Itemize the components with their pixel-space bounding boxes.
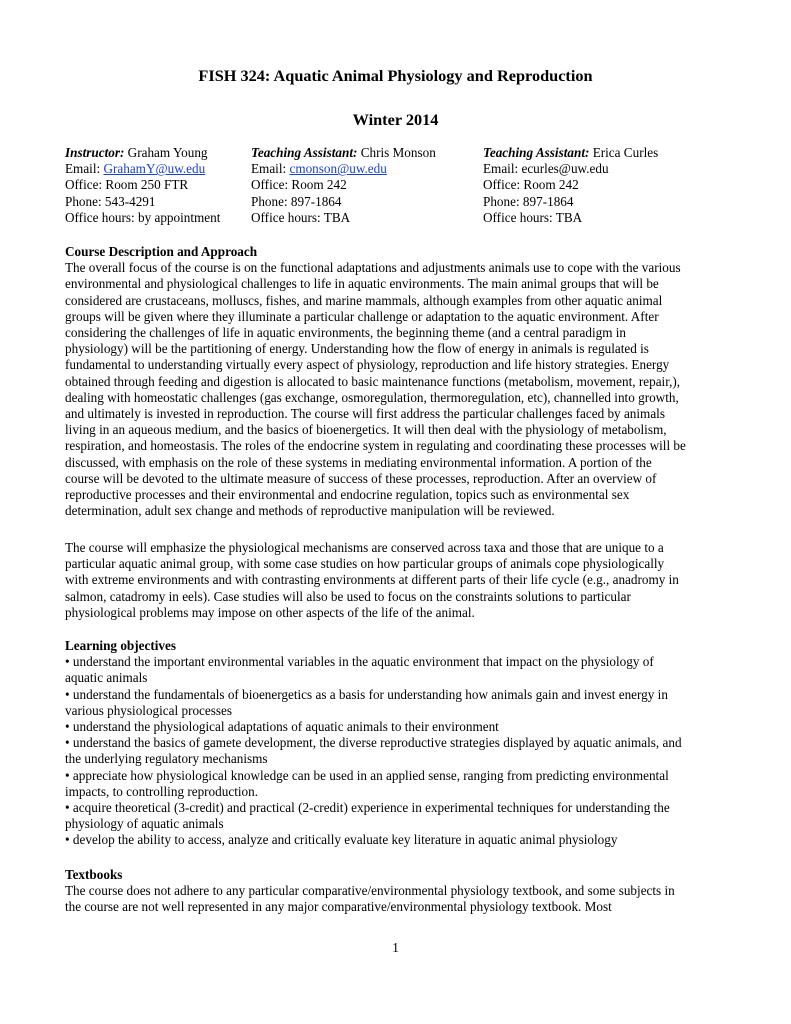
text-line: fundamental to understanding virtually every aspect of physiology, reproduction and life history strategies. Energy [65,357,670,373]
objective-line: • appreciate how physiological knowledge can be used in an applied sense, ranging from predicting environmental [65,767,669,783]
text-line: salmon, catadromy in eels). Case studies will also be used to focus on the constraints solutions to particular [65,588,631,604]
description-paragraph-1 [65,260,745,519]
page-number: 1 [392,940,399,955]
contact-phone: Phone: 897-1864 [483,193,574,209]
text-line: course will be devoted to the ultimate measure of success of these processes, reproduction. After an overview of [65,470,657,486]
ta-monson-contact [251,145,436,226]
text-line: environmental and physiological challenges to life in aquatic environments. The main animal groups that will be [65,276,659,292]
objective-line: • acquire theoretical (3-credit) and practical (2-credit) experience in experimental techniques for understanding the [65,800,670,816]
ta-monson-email-link[interactable]: cmonson@uw.edu [289,161,387,177]
objective-line: • develop the ability to access, analyze and critically evaluate key literature in aquatic animal physiology [65,832,618,848]
term-title: Winter 2014 [352,110,439,129]
instructor-contact [65,145,220,226]
email-label: Email: [65,161,104,177]
contact-hours: Office hours: by appointment [65,209,221,225]
text-line: with extreme environments and with contrasting environments at different parts of their life cycle (e.g., anadromy in [65,572,679,588]
contact-name: Erica Curles [589,145,659,160]
email-label: Email: [251,161,290,177]
text-line: respiration, and homeostasis. The roles of the endocrine system in regulating and coordinating these processes will be [65,438,686,454]
contact-name: Chris Monson [357,145,436,160]
text-line: determination, adult sex change and methods of reproductive manipulation will be reviewed. [65,503,555,519]
contact-office: Office: Room 242 [483,177,579,193]
text-line: The course does not adhere to any particular comparative/environmental physiology textbook, and some subjects in [65,883,675,899]
course-title: FISH 324: Aquatic Animal Physiology and Reproduction [198,66,593,85]
objective-line: various physiological processes [65,702,233,718]
contact-hours: Office hours: TBA [251,209,351,225]
text-line: physiological problems may impose on other aspects of the life of the animal. [65,604,475,620]
email-label: Email: [483,161,522,177]
text-line: discussed, with emphasis on the role of these systems in mediating environmental information. A portion of the [65,454,652,470]
text-line: reproductive processes and their environmental and endocrine regulation, topics such as environmental sex [65,487,630,503]
contact-role: Teaching Assistant: [483,145,590,160]
textbooks-section [65,867,745,916]
contact-name: Graham Young [124,145,208,160]
objective-line: • understand the important environmental variables in the aquatic environment that impact on the physiology of [65,654,654,670]
contact-role: Instructor: [65,145,125,160]
contact-office: Office: Room 242 [251,177,347,193]
text-line: obtained through feeding and digestion is allocated to basic maintenance functions (metabolism, movement, repair,), [65,373,681,389]
text-line: The overall focus of the course is on the functional adaptations and adjustments animals use to cope with the various [65,260,681,276]
contact-hours: Office hours: TBA [483,209,583,225]
ta-curles-contact [483,145,658,226]
text-line: dealing with homeostatic challenges (gas exchange, osmoregulation, thermoregulation, etc), channelled into growth, [65,389,679,405]
section-heading: Learning objectives [65,638,176,653]
text-line: considering the challenges of life in aquatic environments, the beginning theme (and a central paradigm in [65,325,627,341]
contact-phone: Phone: 543-4291 [65,193,156,209]
objective-line: the underlying regulatory mechanisms [65,751,268,767]
text-line: particular aquatic animal group, with some case studies on how particular groups of animals cope physiologically [65,556,665,572]
text-line: and ultimately is invested in reproduction. The course will first address the particular challenges faced by animals [65,406,665,422]
text-line: living in an aqueous medium, and the basics of bioenergetics. It will then deal with the physiology of metabolism, [65,422,667,438]
section-heading: Course Description and Approach [65,244,258,259]
instructor-email-link[interactable]: GrahamY@uw.edu [103,161,206,177]
contact-role: Teaching Assistant: [251,145,358,160]
ta-curles-email: ecurles@uw.edu [521,161,609,177]
text-line: the course are not well represented in any major comparative/environmental physiology textbook. Most [65,899,612,915]
text-line: groups will be given where they illuminate a particular challenge or adaptation to the aquatic environment. After [65,308,659,324]
objective-line: aquatic animals [65,670,148,686]
objective-line: impacts, to controlling reproduction. [65,783,259,799]
learning-objectives-section [65,638,745,849]
text-line: physiology) will be the partitioning of energy. Understanding how the flow of energy in animals is regulated is [65,341,649,357]
objective-line: • understand the fundamentals of bioenergetics as a basis for understanding how animals gain and invest energy in [65,686,668,702]
contact-office: Office: Room 250 FTR [65,177,189,193]
description-paragraph-2 [65,540,745,621]
objective-line: • understand the physiological adaptations of aquatic animals to their environment [65,719,499,735]
text-line: The course will emphasize the physiological mechanisms are conserved across taxa and those that are unique to a [65,540,664,555]
contact-phone: Phone: 897-1864 [251,193,342,209]
section-heading: Textbooks [65,867,123,882]
objective-line: physiology of aquatic animals [65,816,224,832]
course-description-section [65,244,745,519]
objective-line: • understand the basics of gamete development, the diverse reproductive strategies displayed by aquatic animals, and [65,735,682,751]
contact-block [65,145,745,229]
text-line: considered are crustaceans, molluscs, fishes, and marine mammals, although examples from other aquatic animal [65,292,663,308]
